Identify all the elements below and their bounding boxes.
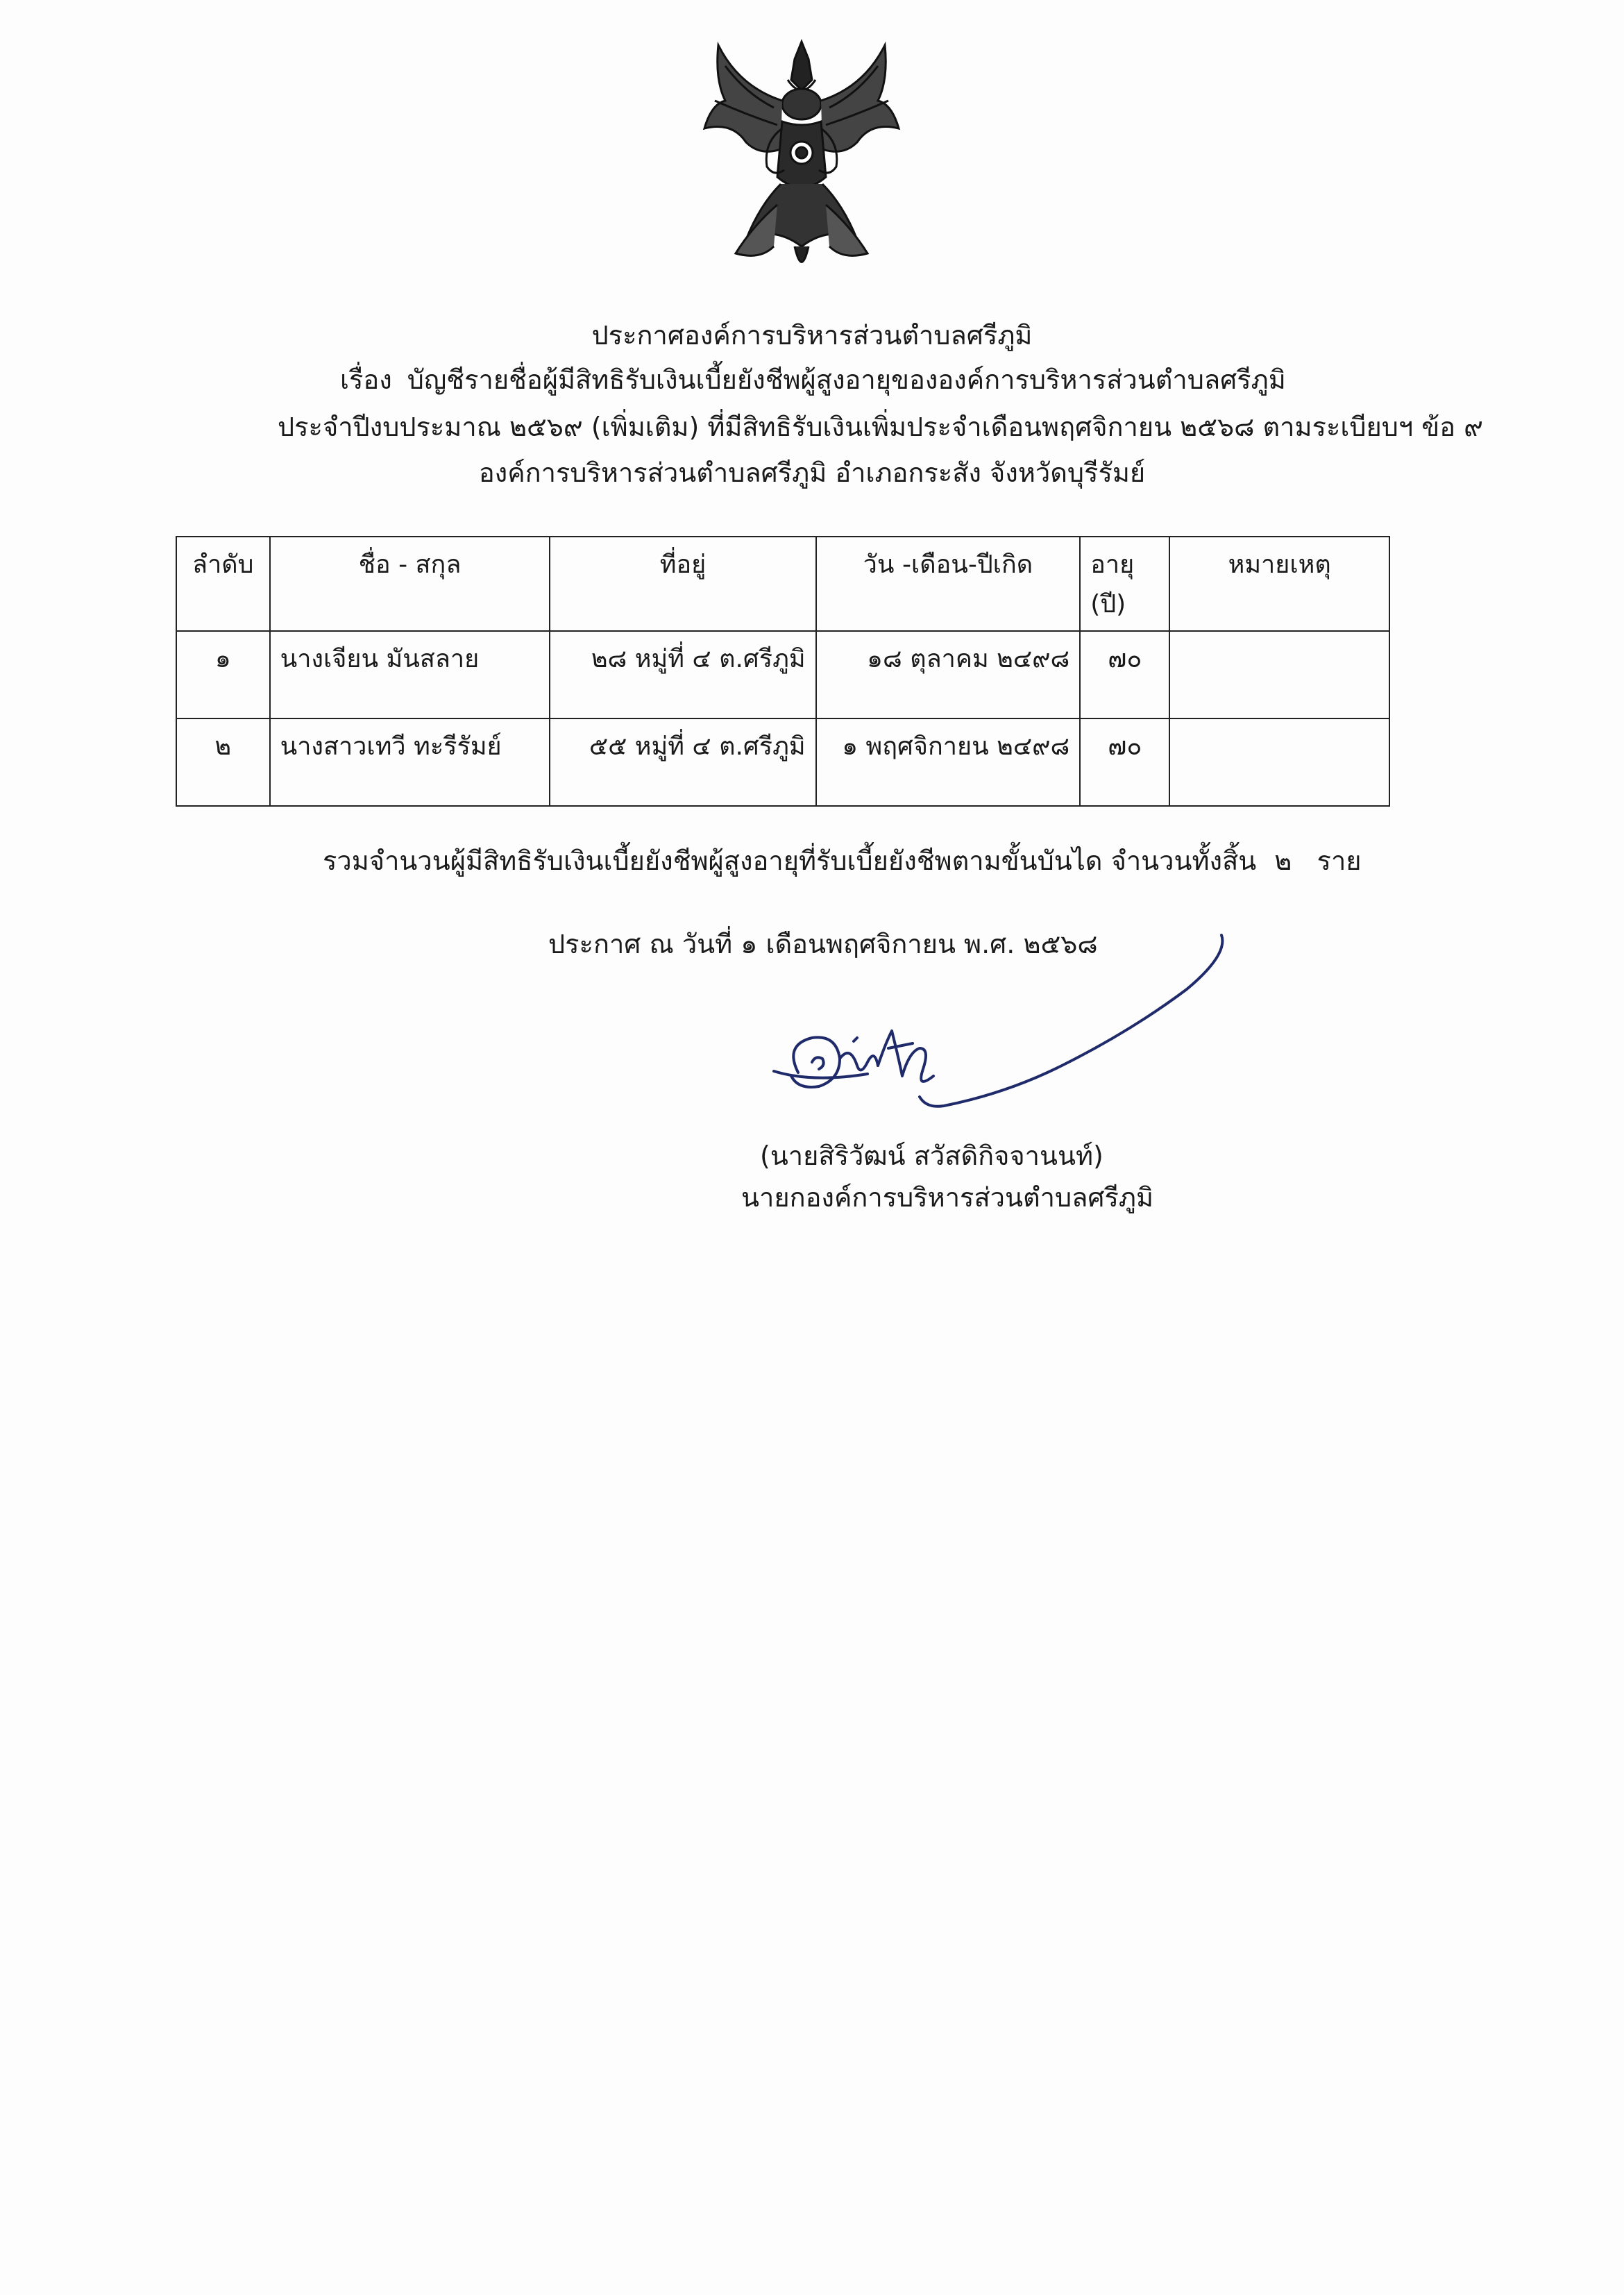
cell-age: ๗๐ xyxy=(1080,718,1169,806)
cell-age: ๗๐ xyxy=(1080,631,1169,718)
table-header-row xyxy=(176,537,1389,631)
subject-text: บัญชีรายชื่อผู้มีสิทธิรับเงินเบี้ยยังชีพผู้สูงอายุขององค์การบริหารส่วนตำบลศรีภูมิ xyxy=(407,364,1286,395)
summary-line xyxy=(323,843,1362,878)
signature-icon xyxy=(770,927,1242,1128)
cell-address: ๕๕ หมู่ที่ ๔ ต.ศรีภูมิ xyxy=(550,718,815,806)
header-age-line2: (ปี) xyxy=(1090,590,1126,619)
signatory-name: (นายสิริวัฒน์ สวัสดิกิจจานนท์) xyxy=(760,1141,1103,1171)
header-note: หมายเหตุ xyxy=(1169,537,1389,631)
subject-label: เรื่อง xyxy=(340,364,392,395)
cell-no: ๑ xyxy=(176,631,270,718)
beneficiary-table xyxy=(176,536,1390,807)
fiscal-year-line: ประจำปีงบประมาณ ๒๕๖๙ (เพิ่มเติม) ที่มีสิทธิรับเงินเพิ่มประจำเดือนพฤศจิกายน ๒๕๖๘ ตามระเบียบฯ ข้อ ๙ xyxy=(278,412,1483,442)
signatory-title: นายกองค์การบริหารส่วนตำบลศรีภูมิ xyxy=(741,1182,1154,1213)
cell-no: ๒ xyxy=(176,718,270,806)
header-no: ลำดับ xyxy=(176,537,270,631)
cell-note xyxy=(1169,631,1389,718)
header-dob: วัน -เดือน-ปีเกิด xyxy=(816,537,1081,631)
announcement-date: ประกาศ ณ วันที่ ๑ เดือนพฤศจิกายน พ.ศ. ๒๕๖๘ xyxy=(548,929,1098,959)
header-name: ชื่อ - สกุล xyxy=(270,537,550,631)
cell-name: นางเจียน มันสลาย xyxy=(270,631,550,718)
table-row xyxy=(176,718,1389,806)
cell-dob: ๑ พฤศจิกายน ๒๔๙๘ xyxy=(816,718,1081,806)
header-address: ที่อยู่ xyxy=(550,537,815,631)
cell-name: นางสาวเทวี ทะรีรัมย์ xyxy=(270,718,550,806)
summary-unit: ราย xyxy=(1317,846,1362,876)
summary-text: รวมจำนวนผู้มีสิทธิรับเงินเบี้ยยังชีพผู้สูงอายุที่รับเบี้ยยังชีพตามขั้นบันได จำนวนทั้งสิ้น xyxy=(323,846,1257,876)
header-age-line1: อายุ xyxy=(1090,550,1135,579)
table-row xyxy=(176,631,1389,718)
cell-address: ๒๘ หมู่ที่ ๔ ต.ศรีภูมิ xyxy=(550,631,815,718)
organization-line: องค์การบริหารส่วนตำบลศรีภูมิ อำเภอกระสัง จังหวัดบุรีรัมย์ xyxy=(478,457,1146,488)
garuda-emblem-icon xyxy=(697,38,906,288)
summary-count: ๒ xyxy=(1274,846,1292,876)
cell-note xyxy=(1169,718,1389,806)
cell-dob: ๑๘ ตุลาคม ๒๔๙๘ xyxy=(816,631,1081,718)
subject-line xyxy=(340,362,1286,397)
announcement-title: ประกาศองค์การบริหารส่วนตำบลศรีภูมิ xyxy=(591,320,1033,351)
header-age xyxy=(1080,537,1169,631)
